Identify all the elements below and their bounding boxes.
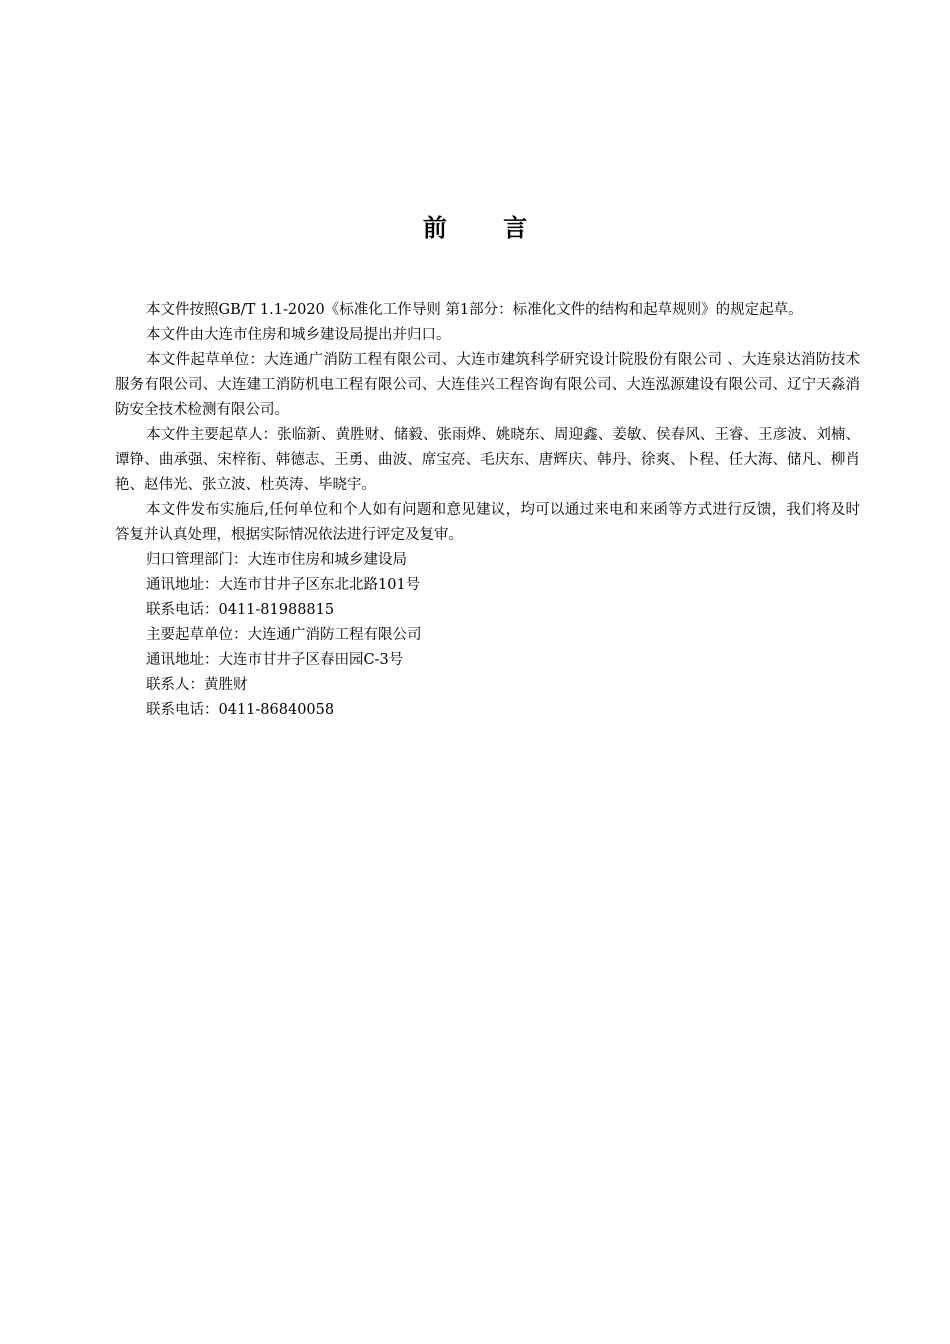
paragraph-drafting-units: 本文件起草单位：大连通广消防工程有限公司、大连市建筑科学研究设计院股份有限公司 、大连泉达消防技术服务有限公司、大连建工消防机电工程有限公司、大连佳兴工程咨询有限公司、大连泓源建设有限公司、辽宁天淼消防安全技术检测有限公司。 xyxy=(115,352,860,418)
paragraph-drafting-rules: 本文件按照GB/T 1.1-2020《标准化工作导则 第1部分：标准化文件的结构和起草规则》的规定起草。 xyxy=(146,302,803,318)
contact-phone-2: 联系电话：0411-86840058 xyxy=(146,702,335,718)
contact-address-1: 通讯地址：大连市甘井子区东北北路101号 xyxy=(146,577,421,593)
contact-main-unit: 主要起草单位：大连通广消防工程有限公司 xyxy=(146,627,422,643)
contact-phone-1: 联系电话：0411-81988815 xyxy=(146,602,335,618)
contact-address-2: 通讯地址：大连市甘井子区春田园C-3号 xyxy=(146,652,404,668)
contact-person: 联系人：黄胜财 xyxy=(146,677,248,693)
paragraph-feedback: 本文件发布实施后,任何单位和个人如有问题和意见建议，均可以通过来电和来函等方式进行反馈，我们将及时答复并认真处理，根据实际情况依法进行评定及复审。 xyxy=(115,502,860,543)
paragraph-proposer: 本文件由大连市住房和城乡建设局提出并归口。 xyxy=(146,327,451,343)
paragraph-main-drafters: 本文件主要起草人：张临新、黄胜财、储毅、张雨烨、姚晓东、周迎鑫、姜敏、侯春风、王睿、王彦波、刘楠、谭铮、曲承强、宋梓衔、韩德志、王勇、曲波、席宝亮、毛庆东、唐辉庆、韩丹、徐爽、卜程、任大海、储凡、柳肖艳、赵伟光、张立波、杜英涛、毕晓宇。 xyxy=(115,427,860,493)
contact-department: 归口管理部门：大连市住房和城乡建设局 xyxy=(146,552,407,568)
page-title: 前 言 xyxy=(422,214,552,242)
foreword-body xyxy=(115,298,860,723)
